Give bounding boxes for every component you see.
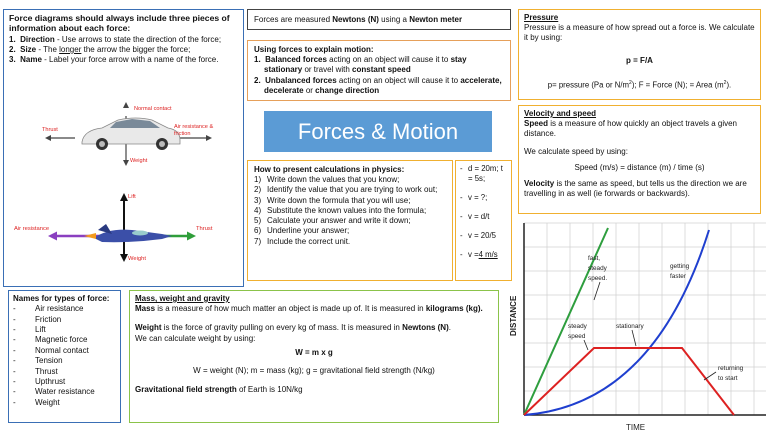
velocity-definition bbox=[524, 179, 755, 199]
mass-text: is a measure of how much matter an object is made up of. It is measured in bbox=[155, 304, 426, 314]
force-names-title: Names for types of force: bbox=[13, 294, 110, 303]
step-text: Write down the formula that you will use; bbox=[267, 195, 411, 205]
weight-text: is the force of gravity pulling on every kg of mass. It is measured in bbox=[161, 323, 403, 333]
item-bold: change direction bbox=[315, 85, 380, 95]
item-text: acting on an object will cause it to bbox=[336, 75, 461, 85]
step-num: 1) bbox=[254, 175, 262, 185]
item-bold: Balanced forces bbox=[265, 55, 327, 65]
weight-key: W = weight (N); m = mass (kg); g = gravitational field strength (N/kg) bbox=[193, 366, 435, 376]
gravity-text: of Earth is 10N/kg bbox=[236, 385, 303, 395]
bullet: - bbox=[460, 164, 463, 173]
rule-text: - Use arrows to state the direction of the force; bbox=[54, 34, 222, 44]
speed-word: Speed bbox=[524, 119, 549, 129]
force-name: Friction bbox=[35, 314, 62, 324]
step-num: 6) bbox=[254, 226, 262, 236]
step-text: Write down the values that you know; bbox=[267, 175, 400, 185]
measured-device: Newton meter bbox=[409, 15, 463, 24]
jet-label-lift: Lift bbox=[128, 194, 136, 200]
rule-text: - Label your force arrow with a name of the force. bbox=[41, 55, 219, 65]
unbalanced-item bbox=[254, 76, 504, 96]
mass-unit: kilograms (kg). bbox=[425, 304, 483, 314]
calc-step bbox=[254, 206, 446, 216]
item-bold: stay stationary bbox=[264, 55, 467, 75]
example-answer: 4 m/s bbox=[478, 249, 498, 259]
measured-text: Forces are measured bbox=[254, 15, 333, 24]
calc-step bbox=[254, 216, 446, 226]
step-text: Underline your answer; bbox=[267, 226, 350, 236]
item-text: or travel with bbox=[302, 65, 353, 75]
jet-label-air: Air resistance bbox=[14, 226, 50, 232]
rule-text: - The bbox=[36, 44, 60, 54]
item-num: 1. bbox=[254, 55, 261, 65]
force-name-item bbox=[13, 377, 116, 387]
calc-step bbox=[254, 196, 446, 206]
step-text: Identify the value that you are trying to work out; bbox=[267, 185, 438, 195]
bullet: - bbox=[13, 366, 16, 376]
bullet: - bbox=[13, 376, 16, 386]
weight-calc-intro: We can calculate weight by using: bbox=[135, 333, 256, 343]
normal-arrowhead-icon bbox=[123, 102, 129, 108]
force-name-item bbox=[13, 356, 116, 366]
mass-word: Mass bbox=[135, 304, 156, 314]
force-name: Weight bbox=[35, 397, 60, 407]
example-given: d = 20m; t = 5s; bbox=[468, 164, 503, 183]
rule-underlined: longer bbox=[59, 44, 82, 54]
using-forces-list bbox=[254, 55, 504, 96]
car-label-friction: friction bbox=[174, 131, 191, 137]
force-name-item bbox=[13, 398, 116, 408]
pressure-key-a: p= pressure (Pa or N/m bbox=[547, 80, 630, 90]
mass-title: Mass, weight and gravity bbox=[135, 294, 230, 303]
label-returning-2: to start bbox=[718, 375, 738, 382]
rule-direction bbox=[9, 35, 238, 45]
page-title: Forces & Motion bbox=[264, 111, 492, 152]
x-axis-label: TIME bbox=[626, 423, 646, 432]
step-text: Calculate your answer and write it down; bbox=[267, 216, 411, 226]
bullet: - bbox=[460, 211, 463, 221]
jet-force-diagram bbox=[12, 190, 232, 266]
measured-box bbox=[247, 9, 511, 30]
label-returning: returning bbox=[718, 365, 744, 372]
example-line bbox=[460, 164, 507, 184]
calculation-steps bbox=[254, 175, 446, 247]
bullet: - bbox=[13, 397, 16, 407]
rule-text: the arrow the bigger the force; bbox=[81, 44, 191, 54]
jet-car-icon bbox=[84, 224, 172, 242]
bullet: - bbox=[460, 230, 463, 240]
stop-return-line bbox=[524, 348, 734, 415]
force-name-item bbox=[13, 325, 116, 335]
force-name-item bbox=[13, 387, 116, 397]
mass-definition bbox=[135, 304, 493, 314]
label-fast: fast, bbox=[588, 255, 601, 262]
car-force-diagram bbox=[40, 98, 230, 170]
force-names-list bbox=[13, 304, 116, 408]
car-icon bbox=[82, 118, 180, 150]
force-name: Upthrust bbox=[35, 376, 66, 386]
car-label-air: Air resistance & bbox=[174, 124, 214, 130]
calc-step bbox=[254, 226, 446, 236]
force-name: Tension bbox=[35, 356, 63, 366]
step-num: 4) bbox=[254, 205, 262, 215]
measured-unit: Newtons (N) bbox=[332, 15, 379, 24]
bullet: - bbox=[460, 249, 463, 259]
bullet: - bbox=[13, 314, 16, 324]
label-fast-2: steady bbox=[588, 265, 607, 272]
example-line bbox=[460, 231, 507, 241]
car-label-normal: Normal contact bbox=[134, 106, 172, 112]
pressure-formula: p = F/A bbox=[626, 55, 653, 65]
force-name-item bbox=[13, 304, 116, 314]
y-axis-label: DISTANCE bbox=[509, 295, 518, 336]
rule-size bbox=[9, 45, 238, 55]
car-label-thrust: Thrust bbox=[42, 127, 58, 133]
example-line bbox=[460, 193, 507, 203]
item-bold: constant speed bbox=[352, 65, 411, 75]
step-num: 3) bbox=[254, 195, 262, 205]
calc-step bbox=[254, 237, 446, 247]
calc-step bbox=[254, 175, 446, 185]
item-text: or bbox=[303, 85, 316, 95]
example-substitute: v = 20/5 bbox=[468, 230, 496, 240]
lift-arrowhead-icon bbox=[120, 193, 128, 201]
pressure-key-sup: 2 bbox=[629, 79, 632, 86]
bullet: - bbox=[460, 192, 463, 202]
using-forces-title: Using forces to explain motion: bbox=[254, 45, 374, 54]
thrust-arrowhead-icon bbox=[45, 135, 51, 141]
weight-definition bbox=[135, 323, 493, 333]
label-fast-3: speed. bbox=[588, 275, 608, 282]
gravity-note bbox=[135, 385, 493, 395]
velocity-box bbox=[518, 105, 761, 214]
pointer-fast bbox=[594, 282, 600, 300]
force-name: Magnetic force bbox=[35, 335, 88, 345]
velocity-text: is the same as speed, but tells us the direction we are travelling in as well (ie forwards or backwards). bbox=[524, 179, 747, 199]
speed-formula: Speed (m/s) = distance (m) / time (s) bbox=[574, 162, 705, 172]
force-name: Thrust bbox=[35, 366, 58, 376]
air-arrowhead-icon bbox=[206, 135, 212, 141]
using-forces-box bbox=[247, 40, 511, 101]
example-formula: v = d/t bbox=[468, 211, 490, 221]
car-label-weight: Weight bbox=[130, 158, 148, 164]
distance-time-graph bbox=[504, 220, 768, 433]
weight-arrowhead-icon bbox=[120, 254, 128, 262]
mass-weight-box bbox=[129, 290, 499, 423]
gravity-word: Gravitational field strength bbox=[135, 385, 237, 395]
balanced-item bbox=[254, 55, 504, 75]
speed-text: is a measure of how quickly an object travels a given distance. bbox=[524, 119, 737, 139]
calculations-box bbox=[247, 160, 453, 281]
force-name: Water resistance bbox=[35, 387, 95, 397]
step-text: Substitute the known values into the formula; bbox=[267, 205, 427, 215]
pressure-box bbox=[518, 9, 761, 100]
force-name-item bbox=[13, 315, 116, 325]
measured-text: using a bbox=[378, 15, 410, 24]
force-name: Normal contact bbox=[35, 345, 89, 355]
bullet: - bbox=[13, 304, 16, 314]
jet-label-thrust: Thrust bbox=[196, 226, 213, 232]
step-num: 7) bbox=[254, 236, 262, 246]
label-stationary: stationary bbox=[616, 323, 644, 330]
rule-num: 1. bbox=[9, 34, 16, 44]
rule-num: 3. bbox=[9, 55, 16, 65]
label-getting: getting bbox=[670, 263, 690, 270]
jet-label-weight: Weight bbox=[128, 256, 146, 262]
pointer-stationary bbox=[632, 330, 636, 346]
velocity-word: Velocity bbox=[524, 179, 555, 189]
example-unknown: v = ?; bbox=[468, 192, 488, 202]
force-diagram-rules bbox=[9, 35, 238, 66]
item-text: acting on an object will cause it to bbox=[326, 55, 451, 65]
rule-keyword: Size bbox=[20, 44, 37, 54]
step-num: 2) bbox=[254, 185, 262, 195]
item-num: 2. bbox=[254, 75, 261, 85]
pressure-key-b: ); F = Force (N); = Area (m bbox=[631, 80, 724, 90]
item-bold: accelerate, decelerate bbox=[264, 75, 502, 95]
rule-num: 2. bbox=[9, 44, 16, 54]
air-arrowhead-icon bbox=[48, 232, 57, 241]
rule-keyword: Direction bbox=[20, 34, 55, 44]
force-name: Lift bbox=[35, 325, 46, 335]
label-steady: steady bbox=[568, 323, 587, 330]
pointer-steady bbox=[584, 340, 588, 350]
pointer-returning bbox=[704, 372, 716, 380]
weight-arrowhead-icon bbox=[123, 160, 129, 166]
pressure-key bbox=[524, 80, 755, 91]
force-name: Air resistance bbox=[35, 304, 84, 314]
force-diagrams-title: Force diagrams should always include three pieces of information about each force: bbox=[9, 13, 230, 34]
step-num: 5) bbox=[254, 216, 262, 226]
label-getting-2: faster bbox=[670, 273, 686, 280]
bullet: - bbox=[13, 335, 16, 345]
velocity-title: Velocity and speed bbox=[524, 109, 597, 118]
step-text: Include the correct unit. bbox=[267, 236, 351, 246]
force-name-item bbox=[13, 335, 116, 345]
speed-calc-intro: We calculate speed by using: bbox=[524, 146, 628, 156]
pressure-text: Pressure is a measure of how spread out a force is. We calculate it by using: bbox=[524, 23, 755, 43]
pressure-key-c: ). bbox=[726, 80, 732, 90]
graph-grid bbox=[524, 223, 766, 415]
calculations-title: How to present calculations in physics: bbox=[254, 165, 405, 174]
weight-word: Weight bbox=[135, 323, 162, 333]
item-bold: Unbalanced forces bbox=[265, 75, 337, 85]
bullet: - bbox=[13, 387, 16, 397]
weight-formula: W = m x g bbox=[295, 347, 333, 357]
rule-keyword: Name bbox=[20, 55, 42, 65]
force-name-item bbox=[13, 367, 116, 377]
weight-unit: Newtons (N) bbox=[402, 323, 449, 333]
example-answer-prefix: v = bbox=[468, 249, 479, 259]
calc-step bbox=[254, 185, 446, 195]
weight-text-end: . bbox=[448, 323, 451, 333]
pressure-key-sup: 2 bbox=[723, 79, 727, 86]
example-line bbox=[460, 212, 507, 222]
speed-definition bbox=[524, 119, 755, 139]
bullet: - bbox=[13, 345, 16, 355]
bullet: - bbox=[13, 356, 16, 366]
force-names-box bbox=[8, 290, 121, 423]
thrust-arrowhead-icon bbox=[187, 232, 196, 241]
rule-name bbox=[9, 55, 238, 65]
label-steady-2: speed bbox=[568, 333, 586, 340]
force-name-item bbox=[13, 346, 116, 356]
pressure-title: Pressure bbox=[524, 13, 559, 22]
example-line bbox=[460, 250, 507, 260]
bullet: - bbox=[13, 325, 16, 335]
